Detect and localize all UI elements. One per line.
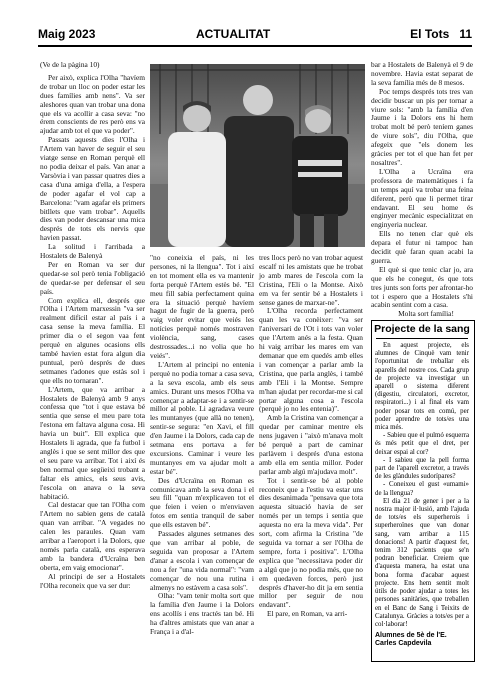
- paragraph: El pare, en Roman, va arri-: [267, 609, 348, 619]
- paragraph: Poc temps després tots tres van decidir buscar un pis per tornar a viure sols: "amb la família d'en Jaume i la Dolors ens hi hem trobat molt bé però teníem ganes de viure sols", diu l'Olha, que afegeix que "els donem les gràcies per tot el que han fet per nosaltres".: [371, 86, 473, 167]
- sidebar-paragraph: El dia 21 de gener i per a la nostra major il·lusió, amb l'ajuda de tots/es els superherois i superheroïnes que van donar sang, vam arribar a 115 donacions! A partir d'aquest fet, tenim 312 pacients que se'n podran beneficiar. Creiem que d'aquesta manera, ha estat una bona forma d'acabar aquest projecte. Ens hem sentit molt útils de poder ajudar a totes les persones sanitàries, que treballen en el Banc de Sang i Teixits de Catalunya. Gràcies a tots/es per a col·laborar!: [375, 497, 469, 628]
- section-title: ACTUALITAT: [196, 27, 271, 41]
- magazine-page: [410, 27, 472, 41]
- paragraph: L'Artem, que va arribar a Hostalets de Balenyà amb 9 anys confessa que "tot i que estava bé sentia que sense el meu pare tota l'estona em faltava alguna cosa. Hi havia un buit". Ell explica que Hostalets li agrada, que fa futbol i anglès i que se sent millor des que el seu pare va arribar. Tot i així és ben normal que següeixi trobant a faltar els amics, els seus avis, l'escola on anava o la seva habitació.: [40, 384, 145, 501]
- closing-line: Molta sort família!: [398, 309, 454, 319]
- subheading: La solitud i l'arribada a Hostalets de Balenyà: [40, 242, 145, 261]
- page-header: [38, 27, 472, 43]
- column-4: [371, 61, 473, 319]
- column-1: [40, 61, 145, 590]
- sidebar-paragraph: - I sabieu que la pell forma part de l'aparell excretor, a través de les glàndules sudorípares?: [375, 456, 469, 481]
- magazine-name: El Tots: [410, 27, 450, 41]
- paragraph: Com explica ell, després que l'Olha i l'Artem marxessin "va ser realment difícil estar al país i a casa sense la meva família. El primer dia o el segon vaa fent perquè en algunes ocasions ells també havien estat fora algun dia puntual, però després de dues setmanes t'adones que estàs sol i que ells no tornaran".: [40, 295, 145, 385]
- paragraph: Olha: "vam tenir molta sort que la família d'en Jaume i la Dolors ens acollís i ens tractés tan bé. Hi ha d'altres amistats que van anar a França i a d'al-: [150, 591, 254, 637]
- page-number: 11: [459, 27, 472, 41]
- paragraph: Tot i sentir-se bé al poble reconeix que a l'estiu va estar uns dies desanimada "pensava que tota aquesta situació havia de ser només per un temps i sentia que aquesta no era la meva vida". Per sort, com afirma la Cristina "de seguida va tornar a ser l'Olha de sempre, forta i positiva". L'Olha explica que "necessitava poder dir a algú que jo no podia més, que no em quedaven forces, però just després d'haver-ho dit ja em sentia millor per seguir de nou endavant".: [259, 475, 363, 610]
- paragraph: Per això, explica l'Olha "havíem de trobar un lloc on poder estar les dues famílies amb nens". Va ser aleshores quan van trobar una dona que els va acollir a casa seva: "no érem conscients de res però ens va ajudar amb tot el que va poder".: [40, 72, 145, 136]
- continued-note: (Ve de la pàgina 10): [40, 60, 100, 69]
- column-3: [259, 254, 363, 619]
- paragraph: L'Olha recorda perfectament quan les va conèixer: "va ser l'aniversari de l'Ot i tots van voler que l'Artem anés a la festa. Quan hi vaig arribar les mares em van demanar que em quedés amb elles i van començar a parlar amb la Cristina, que parla anglès, i també amb l'Eli i la Montse. Sempre m'han ajudat per recordar-me si cal portar alguna cosa a l'escola (perquè jo no les entenia)".: [259, 306, 363, 414]
- paragraph: Cal destacar que tan l'Olha com l'Artem no sabien gens de català quan van arribar. "A vegades no calen les paraules. Quan vam arribar a l'aeroport i la Dolors, que només parla català, ens esperava amb la bandera d'Ucraïna ben oberta, em vaig emocionar".: [40, 500, 145, 572]
- paragraph: L'Olha a Ucraïna era professora de matemàtiques i fa un temps aquí va trobar una feina diferent, però que li permet tirar endavant. El seu home és enginyer mecànic especialitzat en enginyeria nuclear.: [371, 166, 473, 230]
- paragraph: tres llocs però no van trobar aquest escalf ni les amistats que he trobat jo amb mares de l'escola com la Cristina, l'Eli o la Montse. Això em va fer sentir bé a Hostalets i sense ganes de marxar-ne".: [259, 253, 363, 307]
- paragraph: L'Artem al principi no entenia perquè no podia tornar a casa seva, a la seva escola, amb els seus amics. Durant uns mesos l'Olha va començar a adaptar-se i a sentir-se millor al poble. Li agradava veure les muntanyes (que allà no tenen), sentir-se segura: "en Xavi, el fill d'en Jaume i la Dolors, cada cap de setmana ens portava a fer excursions. Caminar i veure les muntanyes em va ajudar molt a estar bé".: [150, 359, 254, 476]
- paragraph: Per en Roman va ser dur quedar-se sol però tenia l'obligació de quedar-se per defensar el seu país.: [40, 259, 145, 296]
- paragraph: Al principi de ser a Hostalets l'Olha reconeix que va ser dur:: [40, 571, 145, 590]
- paragraph: Amb la Cristina van començar a quedar per caminar mentre els nens jugaven i "això m'anava molt bé perquè a part de caminar parlàvem i després d'una estona amb ella em sentia millor. Poder parlar amb algú m'ajudava molt".: [259, 413, 363, 476]
- paragraph: Passats aquests dies l'Olha i l'Artem van haver de seguir el seu viatge sense en Roman perquè ell no podia deixar el país. Van anar a Varsòvia i van passar quatres dies a casa d'una amiga d'ella, a l'espera de poder agafar el vol cap a Barcelona: "vam agafar els primers bitllets que vam trobar". Aquells dies van poder descansar una mica després de tots els nervis que havien passat.: [40, 135, 145, 243]
- paragraph: bar a Hostalets de Balenyà el 9 de novembre. Havia estat separat de la seva família més de 8 mesos.: [371, 60, 473, 87]
- family-photo: [150, 64, 365, 247]
- sidebar-paragraph: - Coneixeu el gust «umami» de la llengua?: [375, 481, 469, 497]
- paragraph: Des d'Ucraïna en Roman es comunicava amb la seva dona i el seu fill "quan m'explicaven tot el que feien i veien o m'enviaven fotos em sentia tranquil de saber que ells estaven bé".: [150, 475, 254, 530]
- issue-date: Maig 2023: [38, 27, 96, 41]
- paragraph: Ells no tenen clar què els depara el futur ni tampoc han decidit què faran quan acabi la guerra.: [371, 229, 473, 265]
- family-photo-image: [150, 64, 365, 247]
- paragraph: "no coneixia el país, ni les persones, ni la llengua". Tot i així en tot moment ella es va mantenir forta perquè l'Artem estès bé. "El meu fill sabia perfectament quina era la situació perquè havíem hagut de fugir de la guerra, però vaig voler evitar que veiés les notícies perquè només mostraven violència, sang, cases destrossades...i no volia que ho veiés".: [150, 253, 254, 360]
- sidebar-body: [375, 342, 469, 629]
- paragraph: El què si que tenic clar jo, ara que els he conegut, és que tots tres junts son forts per afrontar-ho tot i espero que a Hostalets s'hi acabin sentint com a casa.: [371, 264, 473, 310]
- sidebar-title: Projecte de la sang: [374, 323, 470, 335]
- sidebar-signature: Alumnes de 5è de l'E. Carles Capdevila: [375, 632, 447, 648]
- sidebar-paragraph: En aquest projecte, els alumnes de Cinquè vam tenir l'oportunitat de treballar els aparells del nostre cos. Cada grup de projecte va investigar un aparell o sistema diferent (digestiu, circulatori, excretor, respiratori...) i al final els vam poder posar tots en comú, per poder aprendre de tots/es una mica més.: [375, 342, 469, 432]
- sidebar-paragraph: - Sabieu que el pulmó esquerra és més petit que el dret, per deixar espai al cor?: [375, 432, 469, 456]
- header-rule: [38, 45, 472, 47]
- paragraph: Passades algunes setmanes des que van arribar al poble, de seguida van proposar a l'Artem d'anar a escola i van començar de nou a fer "una vida normal": "vam començar de nou una rutina i almenys no estàvem a casa sols".: [150, 529, 254, 592]
- column-2: [150, 254, 254, 637]
- sidebar-rule: [376, 338, 468, 339]
